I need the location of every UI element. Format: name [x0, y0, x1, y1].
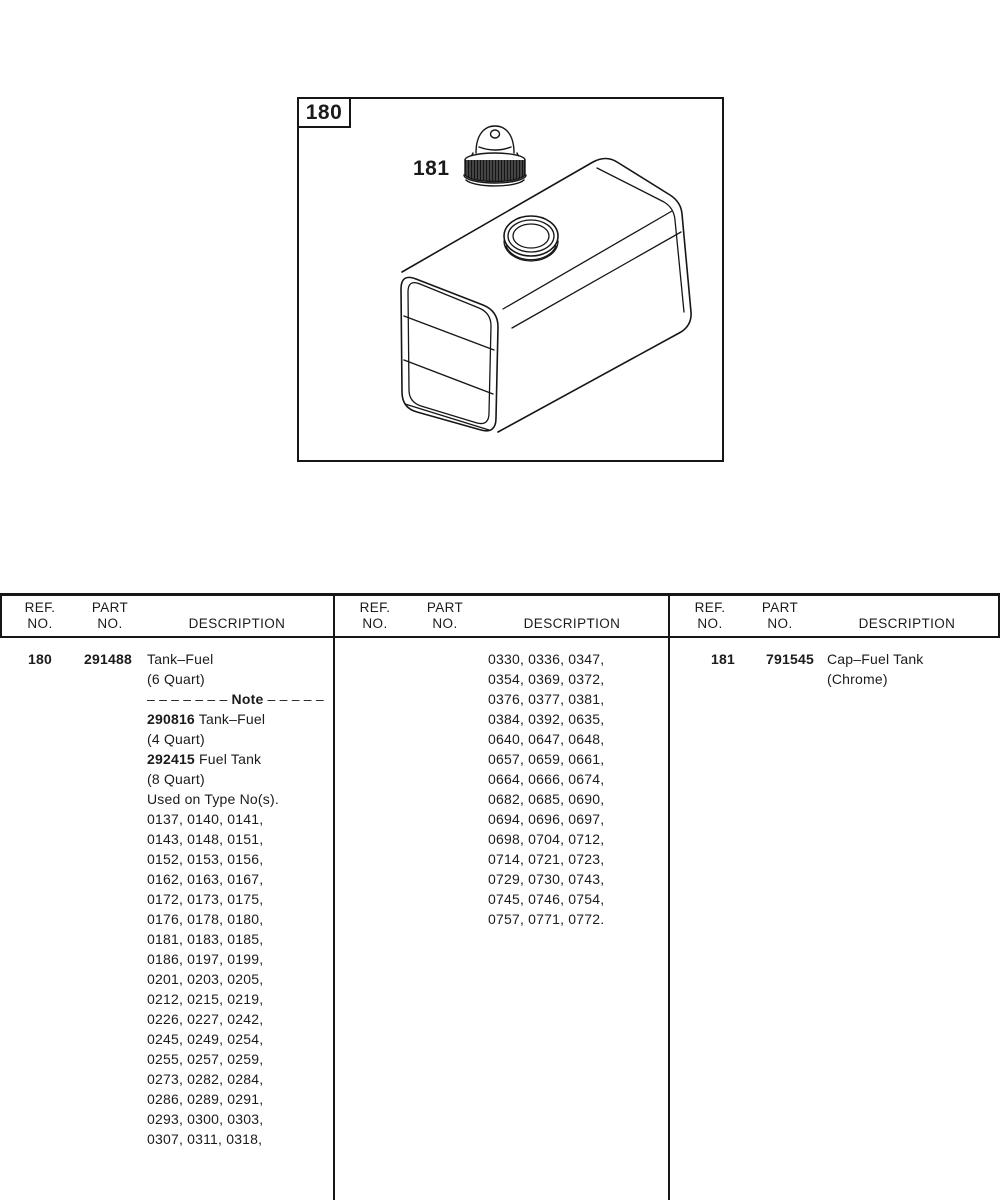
filler-neck [504, 216, 558, 261]
description-line: 0245, 0249, 0254, [147, 1031, 264, 1047]
header-ref-no: REF. NO. [359, 600, 391, 631]
header-part-no: PART NO. [761, 600, 799, 631]
description-line: 0212, 0215, 0219, [147, 991, 264, 1007]
description-line: Cap–Fuel Tank [827, 651, 924, 667]
description-line: 0714, 0721, 0723, [488, 851, 605, 867]
description-line: 0162, 0163, 0167, [147, 871, 264, 887]
header-part-no: PART NO. [91, 600, 129, 631]
header-ref-no: REF. NO. [694, 600, 726, 631]
description-line: (4 Quart) [147, 731, 205, 747]
description-line: 0664, 0666, 0674, [488, 771, 605, 787]
description-line: 0255, 0257, 0259, [147, 1051, 264, 1067]
header-part-no: PART NO. [426, 600, 464, 631]
description-line: 290816 Tank–Fuel [147, 711, 266, 727]
description-cell [147, 649, 333, 1149]
header-column-2 [335, 596, 668, 636]
description-line: (6 Quart) [147, 671, 205, 687]
description-line: 0172, 0173, 0175, [147, 891, 264, 907]
description-line: 0354, 0369, 0372, [488, 671, 605, 687]
description-cell [488, 649, 666, 929]
description-line: 0657, 0659, 0661, [488, 751, 605, 767]
diagram-ref-tag: 180 [297, 97, 351, 128]
fuel-tank-illustration [299, 99, 722, 460]
description-line: 292415 Fuel Tank [147, 751, 262, 767]
description-line: 0376, 0377, 0381, [488, 691, 605, 707]
header-description: DESCRIPTION [188, 616, 286, 631]
description-line: 0682, 0685, 0690, [488, 791, 605, 807]
header-description: DESCRIPTION [858, 616, 956, 631]
description-line: 0729, 0730, 0743, [488, 871, 605, 887]
header-column-3 [670, 596, 1000, 636]
diagram-frame [297, 97, 724, 462]
description-cell [827, 649, 997, 689]
description-line: 0181, 0183, 0185, [147, 931, 264, 947]
fuel-cap-figure [464, 126, 526, 186]
description-line: 0137, 0140, 0141, [147, 811, 264, 827]
header-column-1 [0, 596, 333, 636]
header-description: DESCRIPTION [523, 616, 621, 631]
description-line: (8 Quart) [147, 771, 205, 787]
description-line: (Chrome) [827, 671, 888, 687]
description-line: – – – – – – – Note – – – – – [147, 691, 324, 707]
description-line: Used on Type No(s). [147, 791, 279, 807]
description-line: 0143, 0148, 0151, [147, 831, 264, 847]
part-no-cell: 291488 [84, 651, 132, 667]
description-line: 0757, 0771, 0772. [488, 911, 605, 927]
description-line: 0152, 0153, 0156, [147, 851, 264, 867]
description-line: 0640, 0647, 0648, [488, 731, 605, 747]
description-line: 0273, 0282, 0284, [147, 1071, 264, 1087]
description-line: 0330, 0336, 0347, [488, 651, 605, 667]
ref-no-cell: 181 [711, 651, 735, 667]
description-line: 0293, 0300, 0303, [147, 1111, 264, 1127]
cap-callout-label: 181 [413, 157, 450, 180]
description-line: 0694, 0696, 0697, [488, 811, 605, 827]
description-line: 0384, 0392, 0635, [488, 711, 605, 727]
description-line: 0698, 0704, 0712, [488, 831, 605, 847]
description-line: 0176, 0178, 0180, [147, 911, 264, 927]
description-line: 0186, 0197, 0199, [147, 951, 264, 967]
description-line: 0286, 0289, 0291, [147, 1091, 264, 1107]
description-line: 0307, 0311, 0318, [147, 1131, 263, 1147]
column-divider [333, 596, 335, 1200]
description-line: 0201, 0203, 0205, [147, 971, 264, 987]
ref-no-cell: 180 [28, 651, 52, 667]
description-line: Tank–Fuel [147, 651, 214, 667]
header-ref-no: REF. NO. [24, 600, 56, 631]
description-line: 0745, 0746, 0754, [488, 891, 605, 907]
part-no-cell: 791545 [766, 651, 814, 667]
description-line: 0226, 0227, 0242, [147, 1011, 264, 1027]
column-divider [668, 596, 670, 1200]
